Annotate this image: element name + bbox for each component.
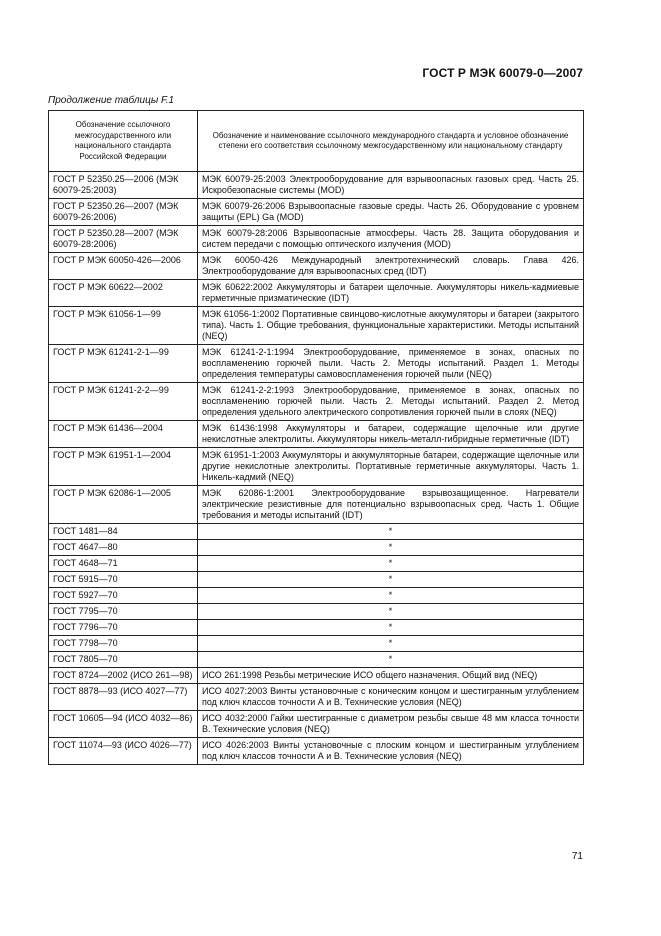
table-row <box>49 253 584 280</box>
international-standard-reference: * <box>198 604 584 620</box>
national-standard-code: ГОСТ 7796—70 <box>49 620 198 636</box>
international-standard-reference: * <box>198 540 584 556</box>
national-standard-code: ГОСТ 7805—70 <box>49 652 198 668</box>
table-row <box>49 345 584 383</box>
national-standard-code: ГОСТ 8878—93 (ИСО 4027—77) <box>49 684 198 711</box>
national-standard-code: ГОСТ 4647—80 <box>49 540 198 556</box>
national-standard-code: ГОСТ Р 52350.26—2007 (МЭК 60079-26:2006) <box>49 199 198 226</box>
national-standard-code: ГОСТ Р МЭК 61436—2004 <box>49 421 198 448</box>
national-standard-code: ГОСТ Р МЭК 61951-1—2004 <box>49 448 198 486</box>
table-row <box>49 684 584 711</box>
table-row <box>49 448 584 486</box>
international-standard-reference: * <box>198 588 584 604</box>
international-standard-reference: ИСО 4026:2003 Винты установочные с плоским концом и шестигранным углублением под ключ классов точности А и В. Технические условия (NEQ) <box>198 738 584 765</box>
national-standard-code: ГОСТ 10605—94 (ИСО 4032—86) <box>49 711 198 738</box>
column-header-national-standard: Обозначение ссылочного межгосударственного или национального стандарта Российской Федерации <box>49 111 198 172</box>
table-row <box>49 711 584 738</box>
international-standard-reference: МЭК 61241-2-1:1994 Электрооборудование, применяемое в зонах, опасных по воспламенению горючей пыли. Часть 2. Методы испытаний. Раздел 1. Методы определения температуры самовоспламенения горючей пыли (NEQ) <box>198 345 584 383</box>
international-standard-reference: * <box>198 620 584 636</box>
table-row <box>49 620 584 636</box>
national-standard-code: ГОСТ 5915—70 <box>49 572 198 588</box>
table-row <box>49 226 584 253</box>
table-row <box>49 199 584 226</box>
national-standard-code: ГОСТ 1481—84 <box>49 524 198 540</box>
national-standard-code: ГОСТ Р МЭК 61241-2-1—99 <box>49 345 198 383</box>
reference-standards-table <box>48 110 584 765</box>
national-standard-code: ГОСТ Р 52350.25—2006 (МЭК 60079-25:2003) <box>49 172 198 199</box>
international-standard-reference: * <box>198 652 584 668</box>
table-row <box>49 524 584 540</box>
international-standard-reference: МЭК 60079-25:2003 Электрооборудование для взрывоопасных газовых сред. Часть 25. Искробезопасные системы (MOD) <box>198 172 584 199</box>
national-standard-code: ГОСТ 7795—70 <box>49 604 198 620</box>
international-standard-reference: МЭК 62086-1:2001 Электрооборудование взрывозащищенное. Нагреватели электрические резистивные для потенциально взрывоопасных сред. Часть 1. Общие требования и методы испытаний (IDT) <box>198 486 584 524</box>
table-row <box>49 588 584 604</box>
national-standard-code: ГОСТ 4648—71 <box>49 556 198 572</box>
national-standard-code: ГОСТ 8724—2002 (ИСО 261—98) <box>49 668 198 684</box>
table-row <box>49 280 584 307</box>
international-standard-reference: МЭК 61241-2-2:1993 Электрооборудование, применяемое в зонах, опасных по воспламенению горючей пыли. Часть 2. Методы испытаний. Раздел 2. Метод определения удельного электрического сопротивления горючей пыли в слоях (NEQ) <box>198 383 584 421</box>
table-row <box>49 668 584 684</box>
international-standard-reference: * <box>198 524 584 540</box>
international-standard-reference: МЭК 61951-1:2003 Аккумуляторы и аккумуляторные батареи, содержащие щелочные или другие некислотные электролиты. Портативные герметичные аккумуляторы. Часть 1. Никель-кадмий (NEQ) <box>198 448 584 486</box>
international-standard-reference: * <box>198 556 584 572</box>
table-body <box>49 172 584 765</box>
column-header-international-standard: Обозначение и наименование ссылочного международного стандарта и условное обозначение степени его соответствия ссылочному межгосударственному или национальному стандарту <box>198 111 584 172</box>
national-standard-code: ГОСТ Р МЭК 60622—2002 <box>49 280 198 307</box>
table-row <box>49 556 584 572</box>
national-standard-code: ГОСТ 5927—70 <box>49 588 198 604</box>
national-standard-code: ГОСТ Р 52350.28—2007 (МЭК 60079-28:2006) <box>49 226 198 253</box>
table-row <box>49 636 584 652</box>
international-standard-reference: МЭК 61056-1:2002 Портативные свинцово-кислотные аккумуляторы и батареи (закрытого типа). Часть 1. Общие требования, функциональные характеристики. Методы испытаний (NEQ) <box>198 307 584 345</box>
international-standard-reference: МЭК 60079-28:2006 Взрывоопасные атмосферы. Часть 28. Защита оборудования и систем передачи с помощью оптического излучения (MOD) <box>198 226 584 253</box>
table-row <box>49 652 584 668</box>
national-standard-code: ГОСТ Р МЭК 61241-2-2—99 <box>49 383 198 421</box>
international-standard-reference: МЭК 60079-26:2006 Взрывоопасные газовые среды. Часть 26. Оборудование с уровнем защиты (EPL) Ga (MOD) <box>198 199 584 226</box>
national-standard-code: ГОСТ Р МЭК 60050-426—2006 <box>49 253 198 280</box>
international-standard-reference: ИСО 4027:2003 Винты установочные с коническим концом и шестигранным углублением под ключ классов точности А и В. Технические условия (NEQ) <box>198 684 584 711</box>
document-header: ГОСТ Р МЭК 60079-0—2007 <box>422 66 583 80</box>
national-standard-code: ГОСТ 7798—70 <box>49 636 198 652</box>
table-row <box>49 383 584 421</box>
national-standard-code: ГОСТ Р МЭК 61056-1—99 <box>49 307 198 345</box>
table-row <box>49 604 584 620</box>
national-standard-code: ГОСТ Р МЭК 62086-1—2005 <box>49 486 198 524</box>
table-header-row <box>49 111 584 172</box>
national-standard-code: ГОСТ 11074—93 (ИСО 4026—77) <box>49 738 198 765</box>
table-row <box>49 421 584 448</box>
page-number: 71 <box>571 851 583 862</box>
international-standard-reference: * <box>198 636 584 652</box>
table-row <box>49 738 584 765</box>
table-row <box>49 572 584 588</box>
international-standard-reference: * <box>198 572 584 588</box>
international-standard-reference: МЭК 61436:1998 Аккумуляторы и батареи, содержащие щелочные или другие некислотные электролиты. Аккумуляторы никель-металл-гибридные герметичные (IDT) <box>198 421 584 448</box>
table-caption: Продолжение таблицы F.1 <box>48 95 175 106</box>
table-row <box>49 486 584 524</box>
table-row <box>49 172 584 199</box>
international-standard-reference: МЭК 60622:2002 Аккумуляторы и батареи щелочные. Аккумуляторы никель-кадмиевые герметичные призматические (IDT) <box>198 280 584 307</box>
international-standard-reference: ИСО 261:1998 Резьбы метрические ИСО общего назначения. Общий вид (NEQ) <box>198 668 584 684</box>
table-row <box>49 307 584 345</box>
international-standard-reference: ИСО 4032:2000 Гайки шестигранные с диаметром резьбы свыше 48 мм класса точности В. Технические условия (NEQ) <box>198 711 584 738</box>
table-row <box>49 540 584 556</box>
international-standard-reference: МЭК 60050-426 Международный электротехнический словарь. Глава 426. Электрооборудование для взрывоопасных сред (IDT) <box>198 253 584 280</box>
